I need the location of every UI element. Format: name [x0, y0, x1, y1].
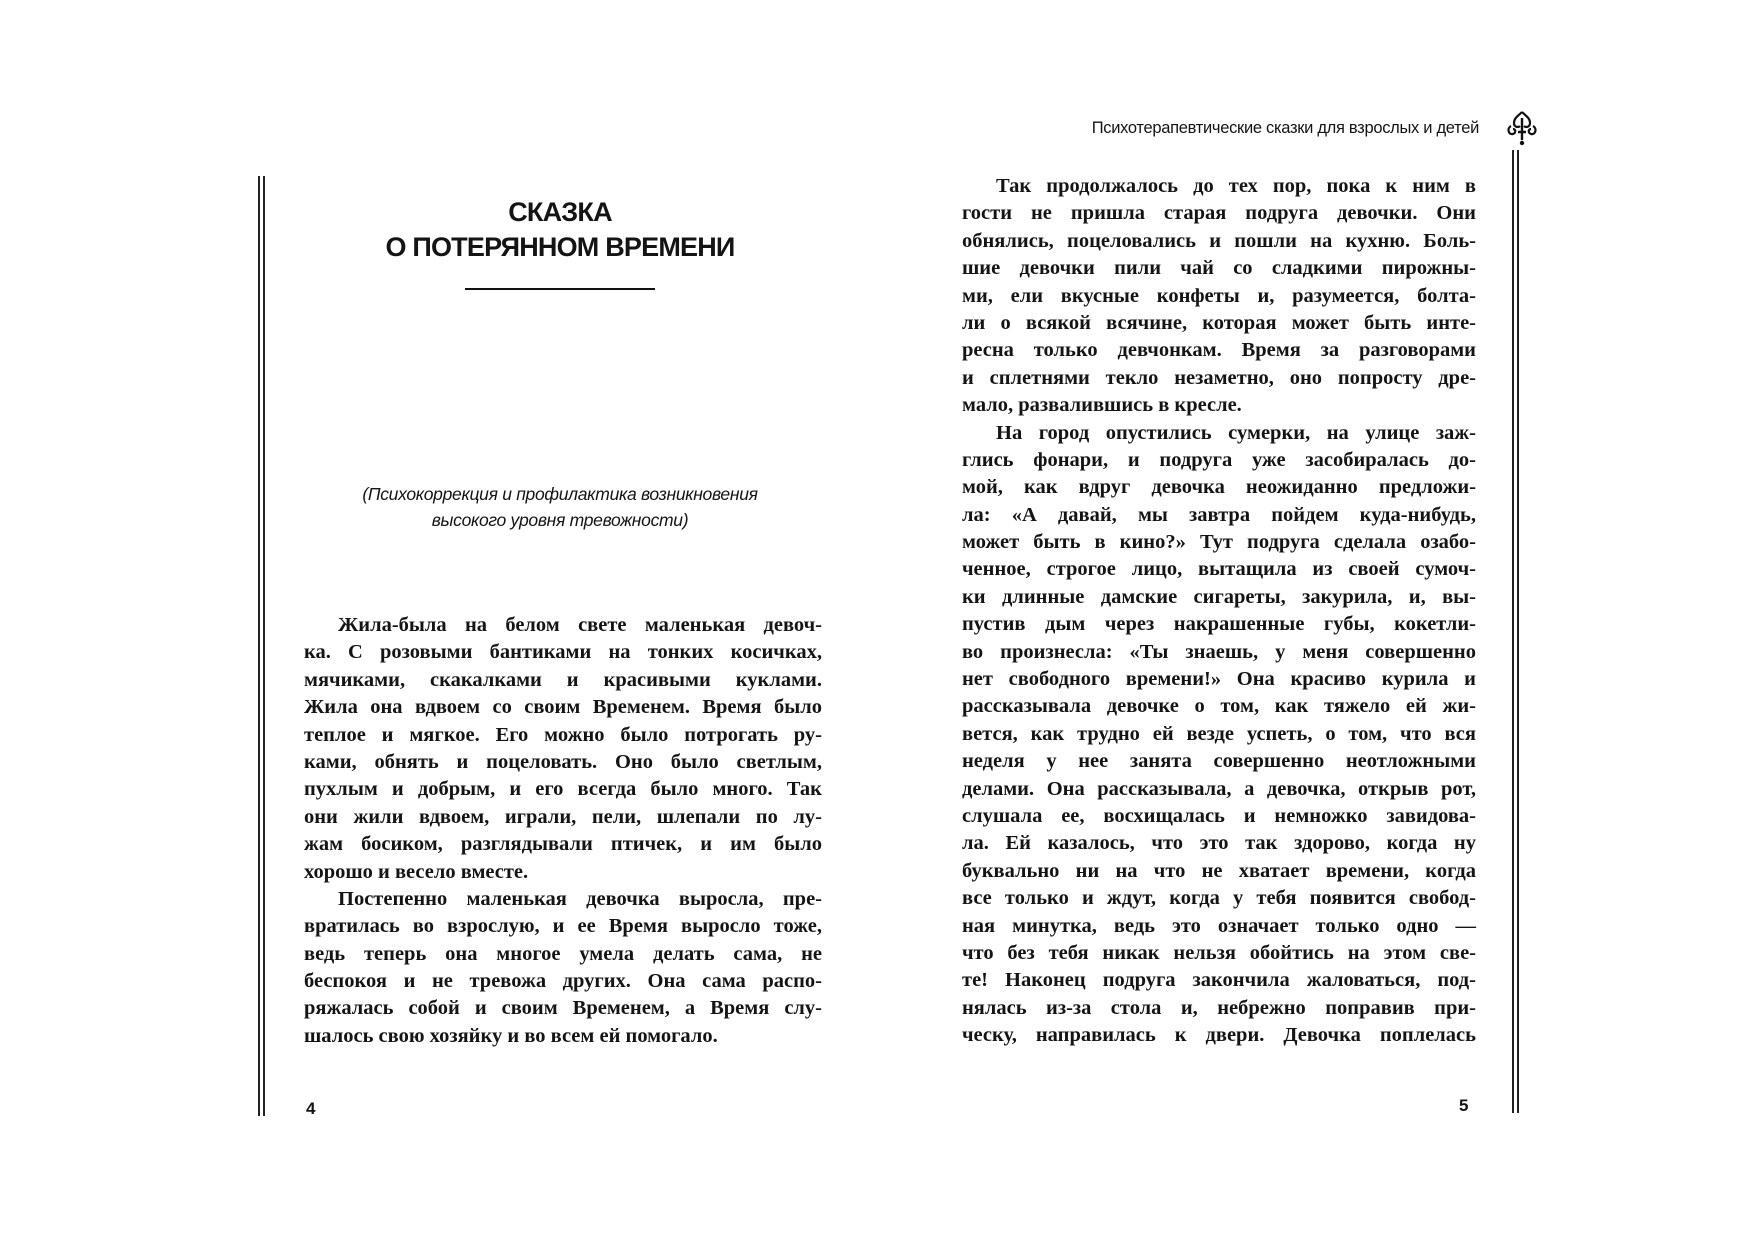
text-line: глись фонари, и подруга уже засобиралась до-: [962, 448, 1476, 471]
text-line: Постепенно маленькая девочка выросла, пре-: [338, 887, 822, 910]
text-line: Так продолжалось до тех пор, пока к ним в: [996, 175, 1476, 197]
text-line: ная минутка, ведь это означает только одно —: [962, 914, 1476, 937]
left-border-line-inner: [263, 176, 265, 1116]
text-line: вратилась во взрослую, и ее Время выросло тоже,: [304, 915, 822, 938]
text-line: пухлым и добрым, и его всегда было много. Так: [304, 778, 822, 801]
page-number-left: 4: [306, 1099, 316, 1118]
text-line: вется, как трудно ей везде успеть, о том, что вся: [962, 722, 1476, 745]
text-line: нялась из-за стола и, небрежно поправив при-: [962, 996, 1476, 1019]
chapter-subtitle: [320, 481, 800, 533]
text-line: ками, обнять и поцеловать. Оно было светлым,: [304, 750, 822, 773]
text-line: шие девочки пили чай со сладкими пирожны-: [962, 257, 1476, 280]
text-line: мой, как вдруг девочка неожиданно предложи-: [962, 476, 1476, 499]
right-border-line-inner: [1512, 150, 1514, 1113]
text-line: Жила она вдвоем со своим Временем. Время было: [304, 696, 822, 719]
right-border-line-outer: [1517, 150, 1519, 1113]
text-line: шалось свою хозяйку и во всем ей помогало.: [304, 1024, 718, 1047]
text-line: неделя у нее занята совершенно неотложными: [962, 750, 1476, 773]
text-line: они жили вдвоем, играли, пели, шлепали по лу-: [304, 805, 822, 828]
text-line: ведь теперь она многое умела делать сама, не: [304, 942, 822, 965]
chapter-title: [300, 195, 820, 265]
page-number-right: 5: [1459, 1096, 1469, 1115]
text-line: что без тебя никак нельзя обойтись на этом све-: [962, 941, 1476, 964]
text-line: слушала ее, восхищалась и немножко завидова-: [962, 804, 1476, 827]
text-line: ческу, направилась к двери. Девочка поплелась: [962, 1024, 1476, 1047]
text-line: жам босиком, разглядывали птичек, и им было: [304, 833, 822, 856]
text-line: рассказывала девочке о том, как тяжело ей жи-: [962, 695, 1476, 718]
text-line: во произнесла: «Ты знаешь, у меня совершенно: [962, 640, 1476, 663]
subtitle-line2: высокого уровня тревожности): [431, 510, 689, 530]
text-line: ченное, строгое лицо, вытащила из своей сумоч-: [962, 558, 1476, 581]
text-line: ли о всякой всячине, которая может быть инте-: [962, 311, 1476, 334]
text-line: пустив дым через накрашенные губы, кокетли-: [962, 613, 1476, 636]
text-line: мало, развалившись в кресле.: [962, 394, 1242, 417]
chapter-title-line2: О ПОТЕРЯННОМ ВРЕМЕНИ: [385, 232, 735, 262]
text-line: ла. Ей казалось, что это так здорово, когда ну: [962, 832, 1476, 855]
chapter-title-line1: СКАЗКА: [508, 197, 612, 227]
text-line: гости не пришла старая подруга девочки. Они: [962, 202, 1476, 225]
text-line: ла: «А давай, мы завтра пойдем куда-нибудь,: [962, 503, 1476, 526]
text-line: беспокоя и не тревожа других. Она сама распо-: [304, 970, 822, 993]
text-line: ми, ели вкусные конфеты и, разумеется, болта-: [962, 284, 1476, 307]
text-line: теплое и мягкое. Его можно было потрогать ру-: [304, 723, 822, 746]
text-line: ка. С розовыми бантиками на тонких косичках,: [304, 641, 822, 664]
right-body-text: [962, 173, 1476, 1050]
text-line: ки длинные дамские сигареты, закурила, и, вы-: [962, 585, 1476, 608]
text-line: ряжалась собой и своим Временем, а Время слу-: [304, 997, 822, 1020]
title-divider: [465, 288, 655, 290]
text-line: мячиками, скакалками и красивыми куклами.: [304, 668, 822, 691]
text-line: может быть в кино?» Тут подруга сделала озабо-: [962, 531, 1476, 554]
fleuron-ornament-icon: [1505, 110, 1539, 150]
text-line: обнялись, поцеловались и пошли на кухню. Боль-: [962, 229, 1476, 252]
text-line: все только и ждут, когда у тебя появится свобод-: [962, 887, 1476, 910]
text-line: нет свободного времени!» Она красиво курила и: [962, 668, 1476, 691]
subtitle-line1: (Психокоррекция и профилактика возникновения: [362, 484, 758, 504]
text-line: хорошо и весело вместе.: [304, 860, 529, 883]
text-line: буквально ни на что не хватает времени, когда: [962, 859, 1476, 882]
text-line: Жила-была на белом свете маленькая девоч-: [338, 614, 822, 636]
left-body-text: [304, 612, 822, 1050]
text-line: и сплетнями текло незаметно, оно попросту дре-: [962, 366, 1476, 389]
text-line: На город опустились сумерки, на улице заж-: [996, 421, 1476, 444]
running-head: Психотерапевтические сказки для взрослых и детей: [1091, 119, 1479, 137]
text-line: ресна только девчонкам. Время за разговорами: [962, 339, 1476, 362]
left-border-line-outer: [258, 176, 260, 1116]
text-line: те! Наконец подруга закончила жаловаться, под-: [962, 969, 1476, 992]
text-line: делами. Она рассказывала, а девочка, открыв рот,: [962, 777, 1476, 800]
